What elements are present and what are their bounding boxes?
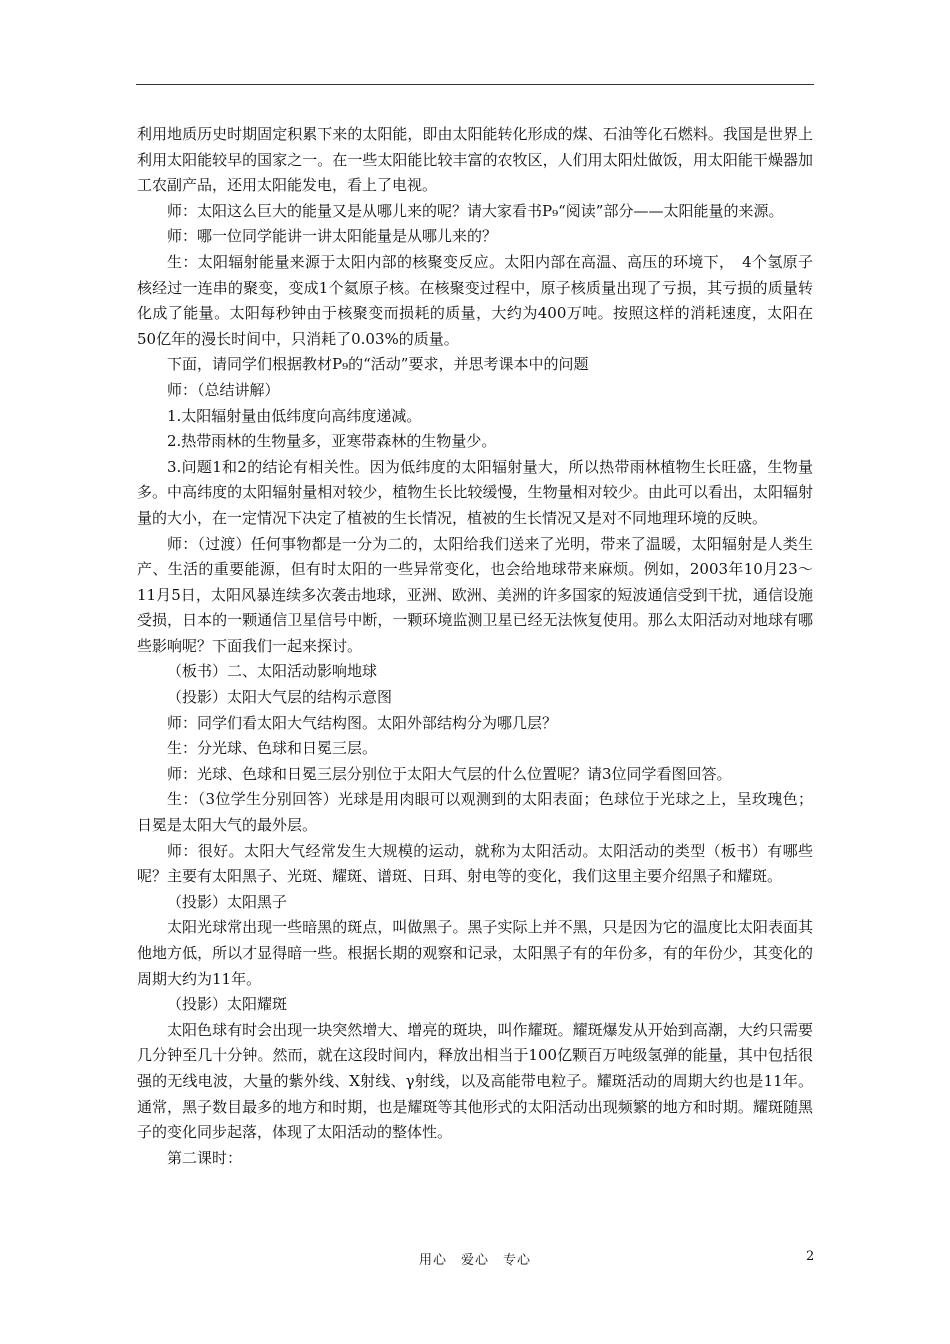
paragraph: 师：很好。太阳大气经常发生大规模的运动，就称为太阳活动。太阳活动的类型（板书）有哪些呢？主要有太阳黑子、光斑、耀斑、谱斑、日珥、射电等的变化，我们这里主要介绍黑子和耀斑。	[137, 841, 813, 886]
paragraph: 3.问题1和2的结论有相关性。因为低纬度的太阳辐射量大，所以热带雨林植物生长旺盛，生物量多。中高纬度的太阳辐射量相对较少，植物生长比较缓慢，生物量相对较少。由此可以看出，太阳辐射量的大小，在一定情况下决定了植被的生长情况，植被的生长情况又是对不同地理环境的反映。	[137, 457, 813, 527]
footer-motto: 用心 爱心 专心	[418, 1253, 531, 1268]
paragraph: （板书）二、太阳活动影响地球	[167, 662, 378, 681]
paragraph: 2.热带雨林的生物量多，亚寒带森林的生物量少。	[167, 432, 497, 451]
document-body	[137, 122, 813, 1171]
paragraph: 1.太阳辐射量由低纬度向高纬度递减。	[167, 406, 422, 425]
paragraph: 师：太阳这么巨大的能量又是从哪儿来的呢？请大家看书P₉“阅读”部分——太阳能量的来源。	[167, 201, 784, 220]
paragraph: （投影）太阳黑子	[167, 892, 288, 911]
paragraph: 太阳光球常出现一些暗黑的斑点，叫做黑子。黑子实际上并不黑，只是因为它的温度比太阳表面其他地方低，所以才显得暗一些。根据长期的观察和记录，太阳黑子有的年份多，有的年份少，其变化的周期大约为11年。	[137, 918, 813, 988]
page-number: 2	[806, 1249, 815, 1264]
paragraph: 太阳色球有时会出现一块突然增大、增亮的斑块，叫作耀斑。耀斑爆发从开始到高潮，大约只需要几分钟至几十分钟。然而，就在这段时间内，释放出相当于100亿颗百万吨级氢弹的能量，其中包括很强的无线电波，大量的紫外线、X射线、γ射线，以及高能带电粒子。耀斑活动的周期大约也是11年。通常，黑子数目最多的地方和时期，也是耀斑等其他形式的太阳活动出现频繁的地方和时期。耀斑随黑子的变化同步起落，体现了太阳活动的整体性。	[137, 1020, 813, 1142]
paragraph: （投影）太阳大气层的结构示意图	[167, 688, 393, 707]
paragraph: 师：（总结讲解）	[167, 380, 280, 399]
paragraph: 师：同学们看太阳大气结构图。太阳外部结构分为哪几层？	[167, 713, 558, 732]
paragraph: 师：哪一位同学能讲一讲太阳能量是从哪儿来的？	[167, 227, 498, 246]
paragraph: 下面，请同学们根据教材P₉的“活动”要求，并思考课本中的问题	[167, 355, 589, 374]
paragraph: 生：（3位学生分别回答）光球是用肉眼可以观测到的太阳表面；色球位于光球之上，呈玫瑰色；日冕是太阳大气的最外层。	[137, 790, 813, 835]
paragraph: 生：太阳辐射能量来源于太阳内部的核聚变反应。太阳内部在高温、高压的环境下， 4个氢原子核经过一连串的聚变，变成1个氦原子核。在核聚变过程中，原子核质量出现了亏损，其亏损的质量转化成了能量。太阳每秒钟由于核聚变而损耗的质量，大约为400万吨。按照这样的消耗速度，太阳在50亿年的漫长时间中，只消耗了0.03%的质量。	[137, 252, 813, 348]
paragraph: 利用地质历史时期固定积累下来的太阳能，即由太阳能转化形成的煤、石油等化石燃料。我国是世界上利用太阳能较早的国家之一。在一些太阳能比较丰富的农牧区，人们用太阳灶做饭，用太阳能干燥器加工农副产品，还用太阳能发电，看上了电视。	[137, 125, 813, 195]
paragraph: 第二课时：	[167, 1148, 243, 1167]
paragraph: 师：光球、色球和日冕三层分别位于太阳大气层的什么位置呢？请3位同学看图回答。	[167, 764, 732, 783]
paragraph: 生：分光球、色球和日冕三层。	[167, 739, 378, 758]
header-rule	[136, 84, 814, 85]
paragraph: 师：（过渡）任何事物都是一分为二的，太阳给我们送来了光明，带来了温暖，太阳辐射是人类生产、生活的重要能源，但有时太阳的一些异常变化，也会给地球带来麻烦。例如，2003年10月23～11月5日，太阳风暴连续多次袭击地球，亚洲、欧洲、美洲的许多国家的短波通信受到干扰，通信设施受损，日本的一颗通信卫星信号中断，一颗环境监测卫星已经无法恢复使用。那么太阳活动对地球有哪些影响呢？下面我们一起来探讨。	[137, 534, 813, 655]
paragraph: （投影）太阳耀斑	[167, 995, 288, 1014]
